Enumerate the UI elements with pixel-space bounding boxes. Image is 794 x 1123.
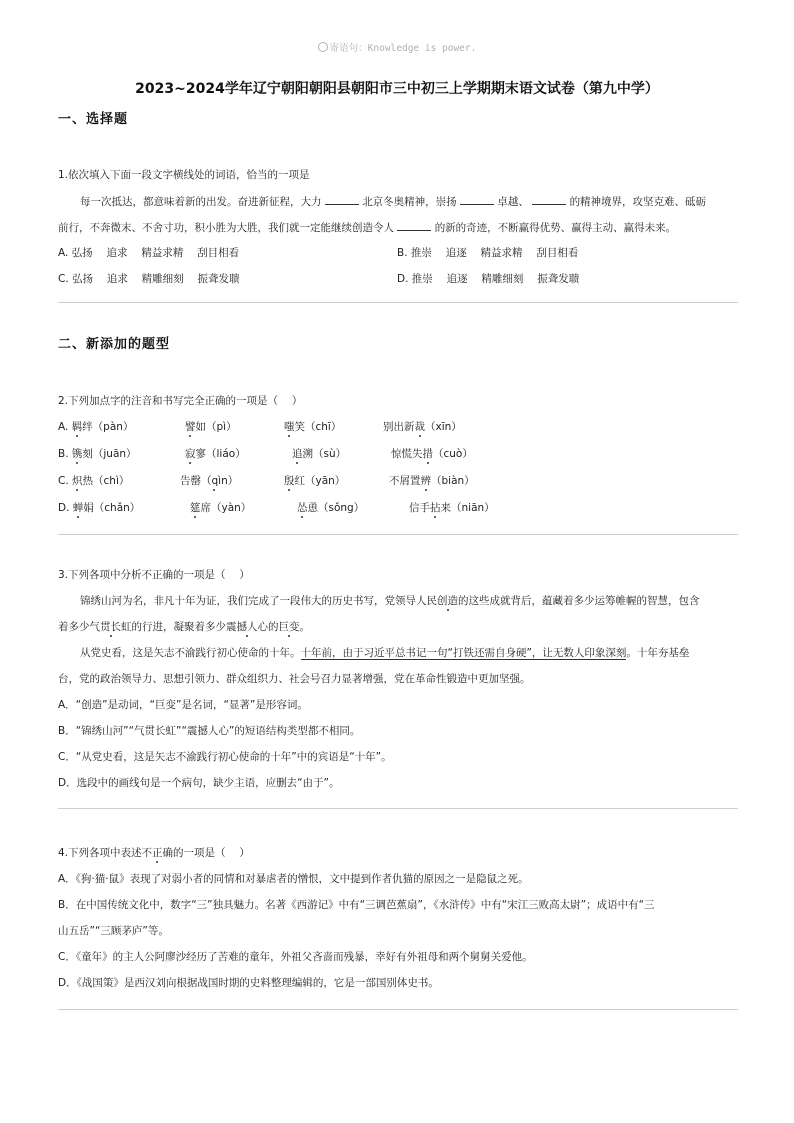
section-title-choice: 一、选择题: [58, 112, 129, 127]
divider: [58, 1009, 738, 1010]
word-text: 告: [180, 475, 191, 487]
q2-b-word4: [391, 447, 473, 461]
word-text: 恿（sǒng）: [307, 502, 365, 514]
q2-option-a[interactable]: [58, 420, 133, 434]
word-text: 不屑置: [389, 475, 421, 487]
word-text: 溯（sù）: [302, 448, 347, 460]
word-text: 娟（chǎn）: [83, 502, 141, 514]
dotted-char: 追: [292, 448, 303, 460]
word-text: 信手: [409, 502, 430, 514]
word-text: 笑（chī）: [294, 421, 342, 433]
dotted-char: 蝉: [72, 502, 84, 514]
smiley-icon: [318, 42, 328, 52]
dotted-word: 震撼人心: [226, 621, 268, 633]
dotted-char: 措: [422, 448, 433, 460]
q3-text: 的这些成就背后，蕴藏着多少运筹帷幄的智慧，包含: [458, 595, 700, 607]
dotted-char: 罄（qìn）: [190, 475, 239, 487]
dotted-char: 羁: [71, 421, 83, 433]
q3-option-c[interactable]: C．“从党史看，这是矢志不渝践行初心使命的十年”中的宾语是“十年”。: [58, 751, 392, 763]
q2-c-word4: [389, 474, 475, 488]
q4-text: 4.下列各项中表述: [58, 847, 142, 859]
q3-passage-line3: [80, 646, 689, 660]
q4-option-d[interactable]: D．《战国策》是西汉刘向根据战国时期的史料整理编辑的，它是一部国别体史书。: [58, 977, 439, 989]
page-header: [0, 40, 794, 54]
dotted-char: 怂: [297, 502, 308, 514]
dotted-word: 气贯长虹: [89, 621, 132, 633]
q1-blank-3: [532, 194, 566, 205]
page-title: 2023~2024学年辽宁朝阳朝阳县朝阳市三中初三上学期期末语文试卷（第九中学）: [135, 81, 659, 97]
q3-option-d[interactable]: D．选段中的画线句是一个病句，缺少主语，应删去“由于”。: [58, 777, 340, 789]
option-label: B.: [58, 448, 72, 460]
q2-b-word3: [292, 447, 346, 461]
dotted-char: 嗤: [284, 421, 295, 433]
dotted-char: 裁: [414, 421, 425, 433]
q2-option-b[interactable]: [58, 447, 137, 461]
option-label: D.: [58, 502, 73, 514]
divider: [58, 302, 738, 303]
q4-option-b[interactable]: B．在中国传统文化中，数字“三”独具魅力。名著《西游记》中有“三调芭蕉扇”，《水浒传》中有“宋江三败高太尉”；成语中有“三: [58, 899, 655, 911]
q1-option-c[interactable]: C. 弘扬 追求 精雕细刻 振聋发聩: [58, 273, 240, 285]
q3-text: 着多少: [58, 621, 90, 633]
q3-passage-line1: [80, 594, 700, 608]
q2-d-word3: [297, 501, 364, 515]
dotted-word: 巨变: [278, 621, 300, 633]
word-text: 红（yān）: [294, 475, 346, 487]
q1-blank-1: [325, 194, 359, 205]
q4-text: 的一项是（ ）: [173, 847, 250, 859]
underlined-sentence: 十年前，由于习近平总书记一句“打铁还需自身硬”，让无数人印象深刻: [300, 647, 627, 659]
q4-option-c[interactable]: C．《童年》的主人公阿廖沙经历了苦难的童年，外祖父吝啬而残暴，幸好有外祖母和两个舅舅关爱他。: [58, 951, 533, 963]
q2-option-d[interactable]: [58, 501, 140, 515]
q2-a-word3: [284, 420, 341, 434]
dotted-char: 寂: [185, 448, 196, 460]
dotted-char: 辨: [420, 475, 431, 487]
q1-text: 北京冬奥精神，崇扬: [362, 196, 457, 208]
q3-stem: 3.下列各项中分析不正确的一项是（ ）: [58, 569, 250, 581]
dotted-word: 不正确: [141, 847, 174, 859]
word-text: 席（yàn）: [200, 502, 252, 514]
word-text: 如（pì）: [195, 421, 237, 433]
dotted-char: 殷: [284, 475, 295, 487]
q3-passage-line2: [58, 620, 310, 634]
word-text: 惊慌失: [391, 448, 423, 460]
q4-option-a[interactable]: A．《狗·猫·鼠》表现了对弱小者的同情和对暴虐者的憎恨，文中提到作者仇猫的原因之一是隐鼠之死。: [58, 873, 529, 885]
q1-blank-2: [460, 194, 494, 205]
q1-text: 卓越、: [497, 196, 529, 208]
q3-text: 的行进，凝聚着多少: [131, 621, 226, 633]
q1-option-a[interactable]: A. 弘扬 追求 精益求精 刮目相看: [58, 247, 240, 259]
q2-c-word3: [284, 474, 345, 488]
dotted-char: 镌: [71, 448, 83, 460]
word-text: （xīn）: [425, 421, 462, 433]
q3-option-b[interactable]: B．“锦绣山河”“气贯长虹”“震撼人心”的短语结构类型都不相同。: [58, 725, 361, 737]
q1-text: 每一次抵达，都意味着新的出发。奋进新征程，大力: [80, 196, 322, 208]
q1-option-d[interactable]: D. 推崇 追逐 精雕细刻 振聋发聩: [397, 273, 580, 285]
q3-text: 。: [299, 621, 310, 633]
dotted-char: 譬: [185, 421, 196, 433]
dotted-char: 拈: [430, 502, 441, 514]
q3-text: 从党史看，这是矢志不渝践行初心使命的十年。: [80, 647, 301, 659]
q4-option-b-cont[interactable]: 山五岳”“三顾茅庐”等。: [58, 925, 169, 937]
q3-option-a[interactable]: A．“创造”是动词，“巨变”是名词，“显著”是形容词。: [58, 699, 308, 711]
word-text: 绊（pàn）: [82, 421, 134, 433]
word-text: （biàn）: [431, 475, 475, 487]
option-label: A.: [58, 421, 72, 433]
q4-stem: [58, 846, 250, 860]
q1-passage-line2: [58, 220, 676, 235]
word-text: 寥（liáo）: [195, 448, 246, 460]
q1-text: 前行，不奔微末、不舍寸功，积小胜为大胜，我们就一定能继续创造令人: [58, 222, 394, 234]
q1-text: 的新的奇迹，不断赢得优势、赢得主动、赢得未来。: [434, 222, 677, 234]
divider: [58, 808, 738, 809]
q3-passage-line4: 台，党的政治领导力、思想引领力、群众组织力、社会号召力显著增强，党在革命性锻造中更加坚强。: [58, 673, 531, 685]
dotted-word: 创造: [437, 595, 458, 607]
word-text: 别出新: [383, 421, 415, 433]
section-title-new-types: 二、新添加的题型: [58, 337, 171, 352]
q3-text: 的: [268, 621, 279, 633]
header-motto: 寄语句：Knowledge is power.: [329, 43, 477, 54]
q2-d-word4: [409, 501, 495, 515]
q1-blank-4: [397, 220, 431, 231]
q2-d-word2: [190, 501, 251, 515]
word-text: （cuò）: [433, 448, 473, 460]
q1-text: 的精神境界，攻坚克难、砥砺: [569, 196, 707, 208]
q3-text: 锦绣山河为名，非凡十年为证，我们完成了一段伟大的历史书写，党领导人民: [80, 595, 437, 607]
q2-a-word4: [383, 420, 462, 434]
word-text: 刻（juān）: [82, 448, 137, 460]
q2-option-c[interactable]: [58, 474, 129, 488]
q3-text: 。十年夯基垒: [626, 647, 690, 659]
q1-stem: 1.依次填入下面一段文字横线处的词语，恰当的一项是: [58, 169, 310, 181]
q1-option-b[interactable]: B. 推崇 追逐 精益求精 刮目相看: [397, 247, 579, 259]
word-text: 热（chì）: [82, 475, 130, 487]
q2-stem: 2.下列加点字的注音和书写完全正确的一项是（ ）: [58, 395, 303, 407]
dotted-char: 筵: [190, 502, 201, 514]
q2-b-word2: [185, 447, 246, 461]
dotted-char: 炽: [72, 475, 83, 487]
q2-a-word2: [185, 420, 237, 434]
word-text: 来（niān）: [440, 502, 495, 514]
q2-c-word2: [180, 474, 238, 488]
q1-passage-line1: [80, 194, 706, 209]
option-label: C.: [58, 475, 73, 487]
divider: [58, 534, 738, 535]
